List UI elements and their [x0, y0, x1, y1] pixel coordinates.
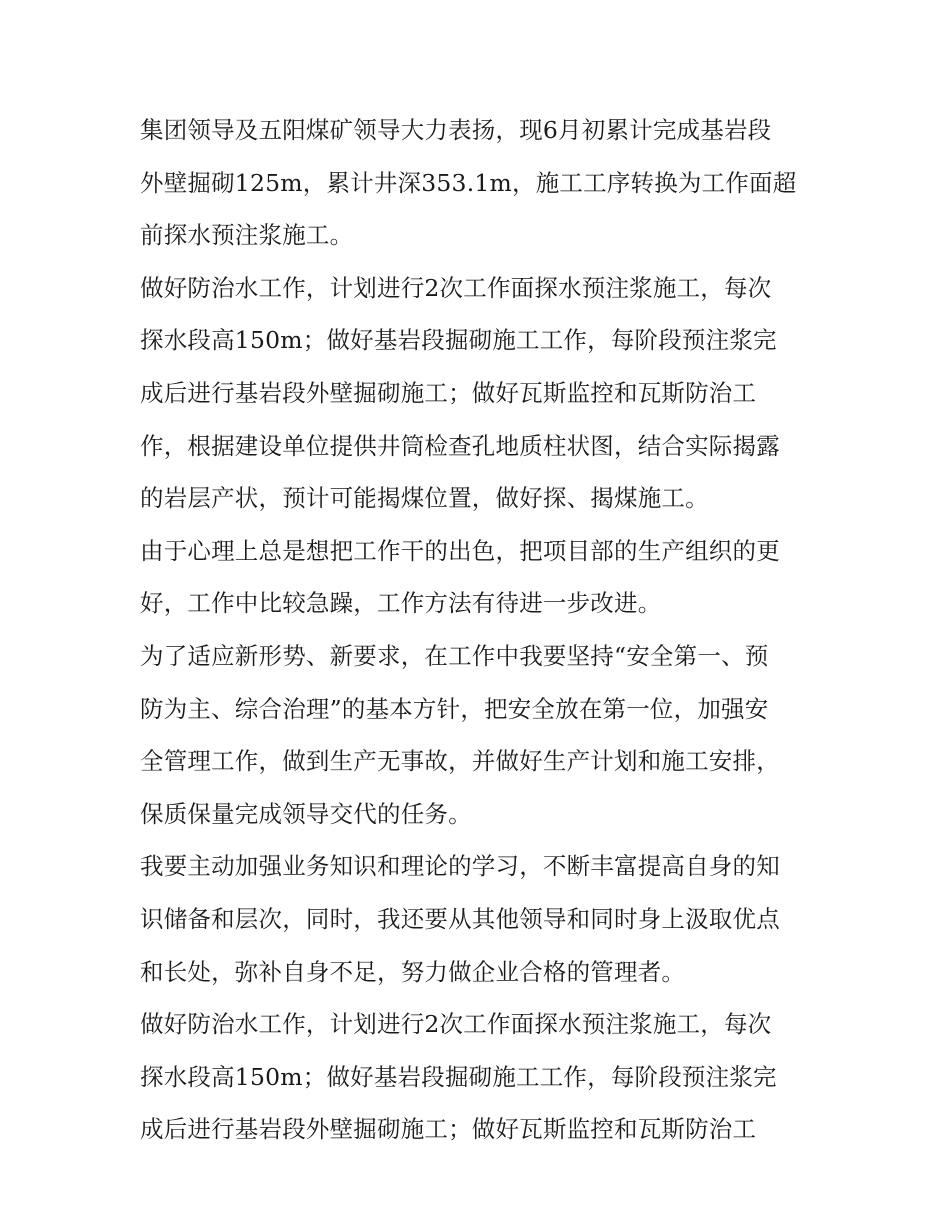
text-line: 成后进行基岩段外壁掘砌施工；做好瓦斯监控和瓦斯防治工 — [140, 1115, 757, 1144]
paragraph-3 — [140, 525, 820, 630]
text-line: 探水段高150m；做好基岩段掘砌施工工作，每阶段预注浆完 — [140, 326, 777, 355]
text-line: 做好防治水工作，计划进行2次工作面探水预注浆施工，每次 — [140, 1010, 772, 1039]
text-line: 成后进行基岩段外壁掘砌施工；做好瓦斯监控和瓦斯防治工 — [140, 378, 757, 407]
text-line: 探水段高150m；做好基岩段掘砌施工工作，每阶段预注浆完 — [140, 1062, 777, 1091]
text-line: 集团领导及五阳煤矿领导大力表扬，现6月初累计完成基岩段 — [140, 116, 772, 144]
paragraph-1 — [140, 104, 820, 262]
text-line: 为了适应新形势、新要求，在工作中我要坚持“安全第一、预 — [140, 641, 769, 670]
paragraph-4 — [140, 630, 820, 840]
document-body — [140, 104, 820, 1156]
text-line: 前探水预注浆施工。 — [140, 221, 354, 250]
text-line: 外壁掘砌125m，累计井深353.1m，施工工序转换为工作面超 — [140, 168, 797, 197]
text-line: 和长处，弥补自身不足，努力做企业合格的管理者。 — [140, 957, 686, 986]
text-line: 的岩层产状，预计可能揭煤位置，做好探、揭煤施工。 — [140, 484, 709, 513]
paragraph-5 — [140, 840, 820, 998]
text-line: 好，工作中比较急躁，工作方法有待进一步改进。 — [140, 589, 662, 618]
paragraph-6 — [140, 998, 820, 1156]
text-line: 由于心理上总是想把工作干的出色，把项目部的生产组织的更 — [140, 536, 780, 565]
text-line: 保质保量完成领导交代的任务。 — [140, 799, 472, 828]
text-line: 识储备和层次，同时，我还要从其他领导和同时身上汲取优点 — [140, 904, 780, 933]
text-line: 防为主、综合治理”的基本方针，把安全放在第一位，加强安 — [140, 694, 769, 723]
text-line: 全管理工作，做到生产无事故，并做好生产计划和施工安排， — [140, 747, 780, 776]
paragraph-2 — [140, 262, 820, 525]
text-line: 做好防治水工作，计划进行2次工作面探水预注浆施工，每次 — [140, 273, 772, 302]
text-line: 我要主动加强业务知识和理论的学习，不断丰富提高自身的知 — [140, 852, 780, 881]
text-line: 作，根据建设单位提供井筒检查孔地质柱状图，结合实际揭露 — [140, 431, 780, 460]
